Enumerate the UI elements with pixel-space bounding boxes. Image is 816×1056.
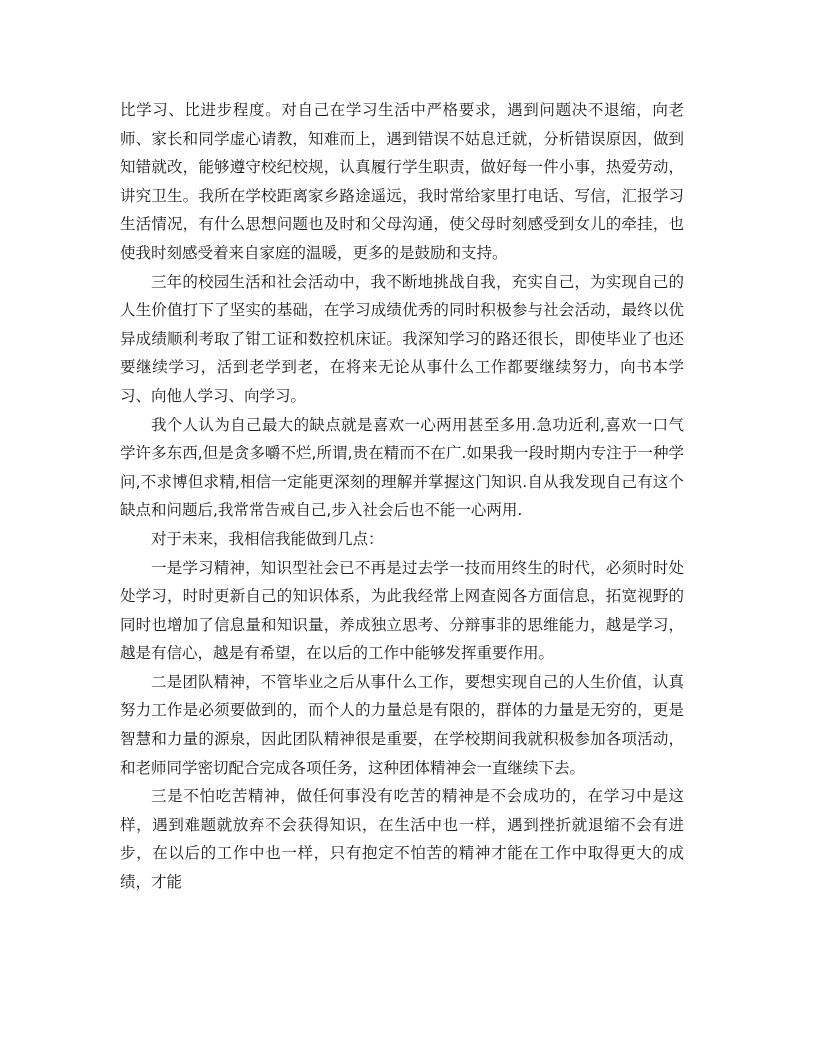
paragraph-6: 二是团队精神，不管毕业之后从事什么工作，要想实现自己的人生价值，认真努力工作是必须要做到的，而个人的力量总是有限的，群体的力量是无穷的，更是智慧和力量的源泉，因此团队精神很是重要，在学校期间我就积极参加各项活动，和老师同学密切配合完成各项任务，这种团体精神会一直继续下去。 (120, 672, 684, 777)
paragraph-1: 比学习、比进步程度。对自己在学习生活中严格要求，遇到问题决不退缩，向老师、家长和同学虚心请教，知难而上，遇到错误不姑息迁就，分析错误原因，做到知错就改，能够遵守校纪校规，认真履行学生职责，做好每一件小事，热爱劳动，讲究卫生。我所在学校距离家乡路途遥远，我时常给家里打电话、写信，汇报学习生活情况，有什么思想问题也及时和父母沟通，使父母时刻感受到女儿的牵挂，也使我时刻感受着来自家庭的温暖，更多的是鼓励和支持。 (120, 101, 684, 262)
paragraph-2: 三年的校园生活和社会活动中，我不断地挑战自我，充实自己，为实现自己的人生价值打下了坚实的基础，在学习成绩优秀的同时积极参与社会活动，最终以优异成绩顺利考取了钳工证和数控机床证。我深知学习的路还很长，即使毕业了也还要继续学习，活到老学到老，在将来无论从事什么工作都要继续努力，向书本学习、向他人学习、向学习。 (120, 272, 684, 405)
document-body (120, 96, 684, 897)
paragraph-5: 一是学习精神，知识型社会已不再是过去学一技而用终生的时代，必须时时处处学习，时时更新自己的知识体系，为此我经常上网查阅各方面信息，拓宽视野的同时也增加了信息量和知识量，养成独立思考、分辩事非的思维能力，越是学习，越是有信心，越是有希望，在以后的工作中能够发挥重要作用。 (120, 558, 684, 663)
paragraph-3: 我个人认为自己最大的缺点就是喜欢一心两用甚至多用.急功近利,喜欢一口气学许多东西,但是贪多嚼不烂,所谓,贵在精而不在广.如果我一段时期内专注于一种学问,不求博但求精,相信一定能更深刻的理解并掌握这门知识.自从我发现自己有这个缺点和问题后,我常常告戒自己,步入社会后也不能一心两用. (120, 415, 684, 520)
paragraph-7: 三是不怕吃苦精神，做任何事没有吃苦的精神是不会成功的，在学习中是这样，遇到难题就放弃不会获得知识，在生活中也一样，遇到挫折就退缩不会有进步，在以后的工作中也一样，只有抱定不怕苦的精神才能在工作中取得更大的成绩，才能 (120, 787, 684, 892)
paragraph-4: 对于未来，我相信我能做到几点： (151, 529, 384, 548)
